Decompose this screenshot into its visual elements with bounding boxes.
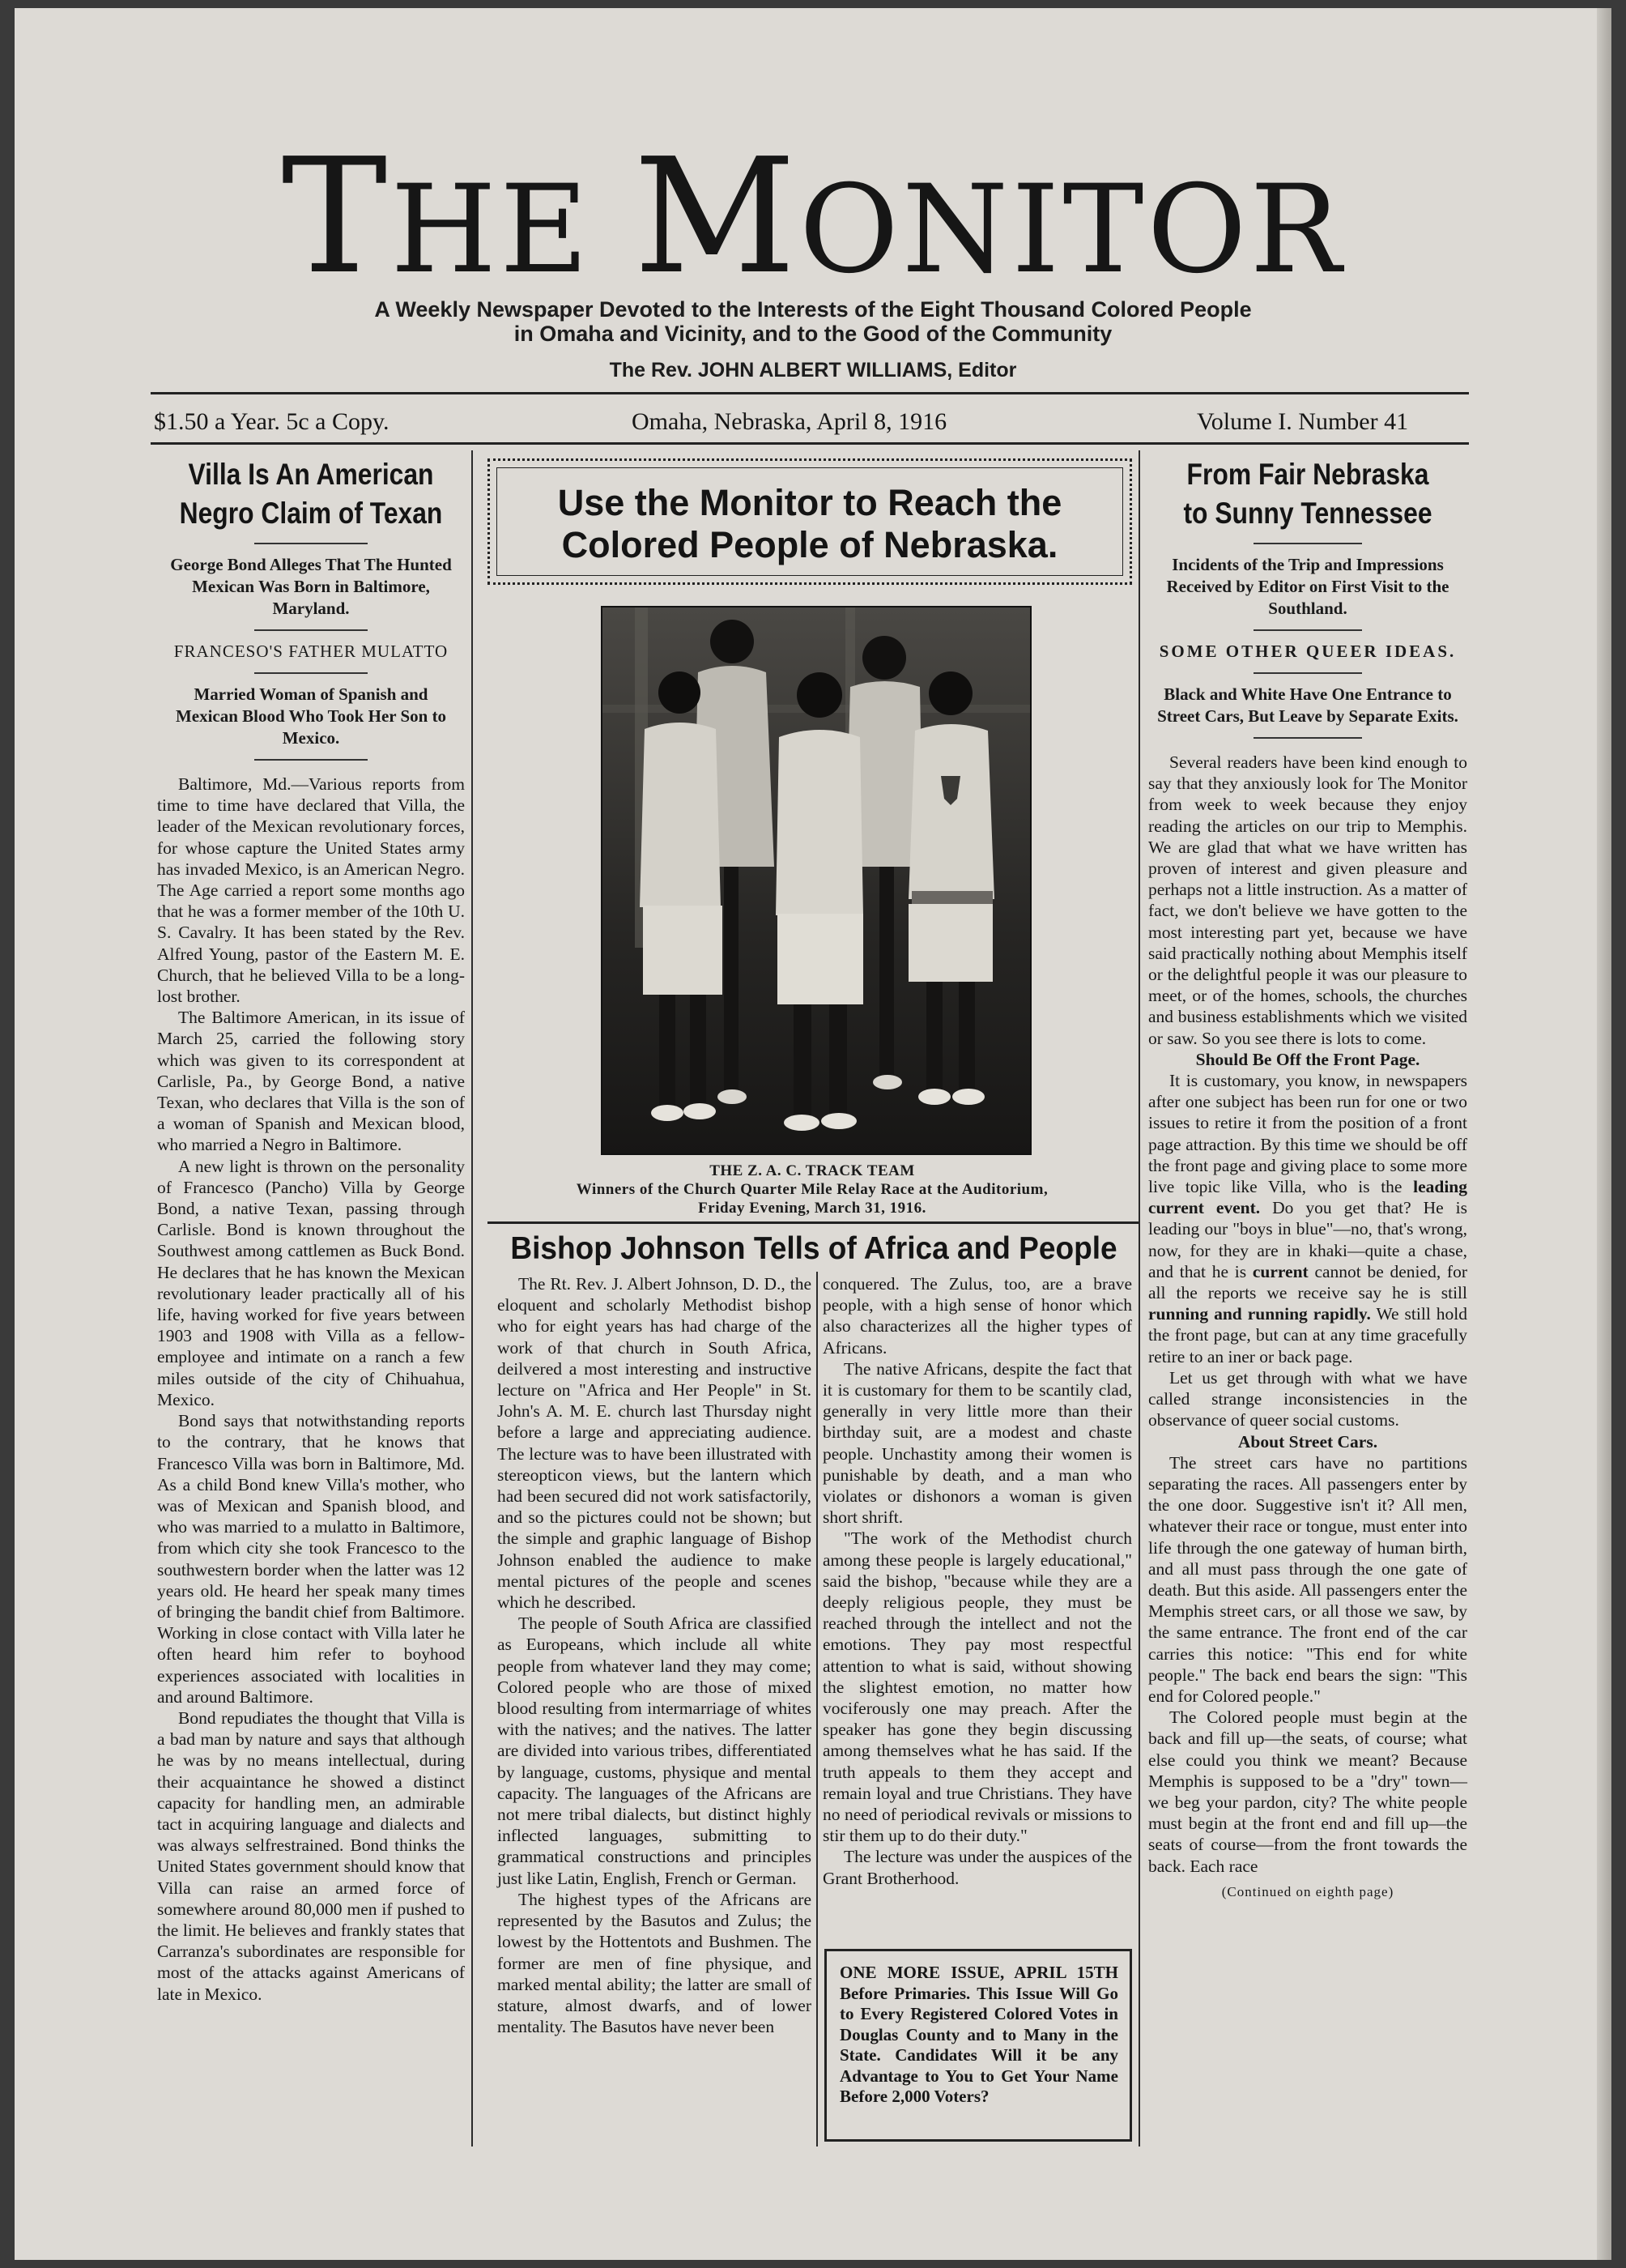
issue-volume: Volume I. Number 41 bbox=[1197, 408, 1409, 435]
villa-paragraph: The Baltimore American, in its issue of March 25, carried the following story which was given to its correspondent at Carlisle, Pa., by George Bond, a native Texan, who declares that Villa is the son of a woman of Spanish and Mexican blood, who married a Negro in Baltimore. bbox=[157, 1008, 465, 1155]
continued-note: (Continued on eighth page) bbox=[1221, 1883, 1394, 1899]
primaries-notice bbox=[824, 1949, 1132, 2142]
center-rule bbox=[487, 1221, 1139, 1224]
track-team-image bbox=[602, 608, 1030, 1153]
tennessee-body bbox=[1148, 752, 1467, 1903]
bishop-paragraph: conquered. The Zulus, too, are a brave people, with a high sense of honor which also characterizes all the higher types of Africans. bbox=[823, 1274, 1132, 1358]
bishop-paragraph: The people of South Africa are classified as Europeans, which include all white people from whatever land they may come; Colored people who are those of mixed blood resulting from intermarriage of whites with the natives; and the natives. The latter are divided into various tribes, differentiated by language, customs, physique and mental capacity. The languages of the Africans are not mere tribal dialects, but distinct highly inflected languages, submitting to grammatical constructions and principles just like Latin, English, French or German. bbox=[497, 1614, 811, 1888]
column-rule-left bbox=[471, 450, 473, 2146]
tennessee-subhead: Should Be Off the Front Page. bbox=[1195, 1049, 1420, 1069]
photo-caption: THE Z. A. C. TRACK TEAM Winners of the Church Quarter Mile Relay Race at the Auditorium, Friday Evening, March 31, 1916. bbox=[576, 1162, 1049, 1217]
column-rule-right bbox=[1139, 450, 1140, 2146]
villa-separator-3 bbox=[254, 672, 368, 674]
masthead-subtitle-line2: in Omaha and Vicinity, and to the Good of the Community bbox=[513, 322, 1113, 346]
villa-separator bbox=[254, 543, 368, 544]
tennessee-paragraph: Let us get through with what we have called strange inconsistencies in the observance of queer social customs. bbox=[1148, 1367, 1467, 1430]
bishop-column-2 bbox=[823, 1273, 1132, 1889]
bishop-column-rule bbox=[816, 1272, 818, 2146]
bishop-column-1 bbox=[497, 1273, 811, 2037]
villa-deck-2: FRANCESO'S FATHER MULATTO bbox=[173, 642, 449, 661]
promo-text: Use the Monitor to Reach the Colored People of Nebraska. bbox=[557, 482, 1062, 565]
masthead-rule-bottom bbox=[151, 442, 1469, 445]
issue-dateline: Omaha, Nebraska, April 8, 1916 bbox=[632, 408, 947, 435]
villa-deck-3: Married Woman of Spanish and Mexican Blood Who Took Her Son to Mexico. bbox=[175, 684, 447, 748]
tennessee-separator-2 bbox=[1254, 629, 1362, 631]
tennessee-separator-4 bbox=[1254, 737, 1362, 739]
villa-headline: Villa Is An American Negro Claim of Texan bbox=[179, 458, 443, 530]
bishop-paragraph: The highest types of the Africans are represented by the Basutos and Zulus; the lowest by the Hottentots and Bushmen. The former are men of fine physique, and marked mental ability; the latter are small of stature, almost dwarfs, and of lower mentality. The Basutos have never been bbox=[497, 1889, 811, 2037]
tennessee-subhead: About Street Cars. bbox=[1237, 1431, 1378, 1452]
promo-box bbox=[487, 458, 1132, 585]
villa-paragraph: Bond repudiates the thought that Villa is a bad man by nature and says that although he was by no means intellectual, during their acquaintance he showed a distinct capacity for handling men, an admirable tact in acquiring language and dialects and was always selfrestrained. Bond thinks the United States government should know that Villa can raise an armed force of somewhere around 80,000 men if pushed to the limit. He believes and frankly states that Carranza's subordinates are responsible for most of the attacks against Americans of late in Mexico. bbox=[157, 1707, 465, 2004]
tennessee-paragraph: It is customary, you know, in newspapers after one subject has been run for one or two issues to retire it from the position of a front page attraction. By this time we should be off the front page and giving place to some more live topic like Villa, who is the leading current event. Do you get that? He is leading our "boys in blue"—no, that's wrong, now, for they are in khaki—quite a chase, and that he is current cannot be denied, for all the reports we receive say he is still running and running rapidly. We still hold the front page, but can at any time gracefully retire to an iner or back page. bbox=[1148, 1071, 1468, 1366]
masthead-editor: The Rev. JOHN ALBERT WILLIAMS, Editor bbox=[609, 359, 1017, 382]
tennessee-deck-1: Incidents of the Trip and Impressions Received by Editor on First Visit to the Southland. bbox=[1166, 555, 1449, 618]
tennessee-paragraph: The street cars have no partitions separating the races. All passengers enter by the one door. Suggestive isn't it? All men, whatever their race or tongue, must enter into life through the one gateway of human birth, and all must pass through the one gate of death. But this aside. All passengers enter the Memphis street cars, or all those we saw, by the same entrance. The front end of the car carries this notice: "This end for white people." The back end bears the sign: "This end for Colored people." bbox=[1148, 1452, 1467, 1706]
masthead-subtitle-line1: A Weekly Newspaper Devoted to the Interests of the Eight Thousand Colored People bbox=[374, 297, 1252, 322]
tennessee-article bbox=[1148, 455, 1467, 1903]
masthead-rule-top bbox=[151, 392, 1469, 394]
tennessee-separator bbox=[1254, 543, 1362, 544]
bishop-paragraph: The lecture was under the auspices of the Grant Brotherhood. bbox=[823, 1847, 1132, 1888]
villa-paragraph: A new light is thrown on the personality of Francesco (Pancho) Villa by George Bond, a native Texan, passing through Carlisle. Bond is known throughout the Southwest among cattlemen as Buck Bond. He declares that he has known the Mexican revolutionary leader practically all of his life, having worked for five years between 1903 and 1908 with Villa as a fellow-employee and intimate on a ranch a few miles outside of the city of Chihuahua, Mexico. bbox=[157, 1156, 465, 1409]
tennessee-deck-2: SOME OTHER QUEER IDEAS. bbox=[1159, 642, 1457, 661]
issue-price: $1.50 a Year. 5c a Copy. bbox=[154, 408, 389, 435]
villa-separator-2 bbox=[254, 629, 368, 631]
villa-article bbox=[157, 455, 465, 2005]
primaries-notice-text: ONE MORE ISSUE, APRIL 15TH Before Primaries. This Issue Will Go to Every Registered Colored Votes in Douglas County and to Many in the State. Candidates Will it be any Advantage to You to Get Your Name Before 2,000 Voters? bbox=[840, 1963, 1118, 2106]
tennessee-separator-3 bbox=[1254, 672, 1362, 674]
track-team-photo bbox=[601, 606, 1032, 1155]
villa-paragraph: Baltimore, Md.—Various reports from time to time have declared that Villa, the leader of the Mexican revolutionary forces, for whose capture the United States army has invaded Mexico, is an American Negro. The Age carried a report some months ago that he was a former member of the 10th U. S. Cavalry. It has been stated by the Rev. Alfred Young, pastor of the Eastern M. E. Church, that he believed Villa to be a long-lost brother. bbox=[157, 774, 465, 1007]
newspaper-page bbox=[15, 8, 1611, 2260]
villa-separator-4 bbox=[254, 759, 368, 761]
villa-deck-1: George Bond Alleges That The Hunted Mexican Was Born in Baltimore, Maryland. bbox=[170, 555, 452, 618]
tennessee-deck-3: Black and White Have One Entrance to Street Cars, But Leave by Separate Exits. bbox=[1157, 684, 1458, 726]
villa-paragraph: Bond says that notwithstanding reports to the contrary, that he knows that Francesco Villa was born in Baltimore, Md. As a child Bond knew Villa's mother, who was of Mexican and Spanish blood, and who was married to a mulatto in Baltimore, from which city she took Francesco to the southwestern border when the latter was 12 years old. He heard her speak many times of bringing the bandit chief from Baltimore. Working in close contact with Villa later he often heard him refer to boyhood experiences associated with localities in and around Baltimore. bbox=[157, 1411, 465, 1707]
tennessee-headline: From Fair Nebraska to Sunny Tennessee bbox=[1183, 458, 1432, 530]
tennessee-paragraph: Several readers have been kind enough to say that they anxiously look for The Monitor from week to week because they enjoy reading the articles on our trip to Memphis. We are glad that what we have written has proven of interest and given pleasure and perhaps not a little instruction. As a matter of fact, we don't believe we have gotten to the most interesting part yet, because we have said practically nothing about Memphis itself or the delightful people it was our pleasure to meet, or of the homes, schools, the churches and business establishments which we visited or saw. So you see there is lots to come. bbox=[1148, 752, 1467, 1048]
bishop-paragraph: The native Africans, despite the fact that it is customary for them to be scantily clad, generally in very little more than their birthday suit, are a modest and chaste people. Unchastity among their women is punishable by death, and a man who violates or dishonors a woman is given short shrift. bbox=[823, 1358, 1132, 1528]
bishop-headline: Bishop Johnson Tells of Africa and People bbox=[510, 1231, 1117, 1266]
bishop-paragraph: The Rt. Rev. J. Albert Johnson, D. D., the eloquent and scholarly Methodist bishop who for eight years has had charge of the work of that church in South Africa, deilvered a most interesting and instructive lecture on "Africa and Her People" in St. John's A. M. E. church last Thursday night before a large and appreciating audience. The lecture was to have been illustrated with stereopticon views, but the lantern which had been secured did not work satisfactorily, and so the pictures could not be shown; but the simple and graphic language of Bishop Johnson enabled the audience to make mental pictures of the people and scenes which he described. bbox=[497, 1274, 811, 1613]
masthead-title: THE MONITOR bbox=[281, 125, 1345, 309]
villa-body bbox=[157, 774, 465, 2005]
bishop-paragraph: "The work of the Methodist church among these people is largely educational," said the bishop, "because while they are a deeply religious people, they must be reached through the intellect and not the emotions. They pay most respectful attention to what is said, without showing the slightest emotion, no matter how vociferously one may preach. After the speaker has gone they begin discussing among themselves what he has said. If the truth appeals to them they accept and remain loyal and true Christians. They have no need of periodical revivals or missions to stir them up to do their duty." bbox=[823, 1528, 1132, 1846]
tennessee-paragraph: The Colored people must begin at the back and fill up—the seats, of course; what else could you think we meant? Because Memphis is supposed to be a "dry" town—we beg your pardon, city? The white people must begin at the front end and fill up—the seats of course—from the front towards the back. Each race bbox=[1148, 1707, 1467, 1876]
